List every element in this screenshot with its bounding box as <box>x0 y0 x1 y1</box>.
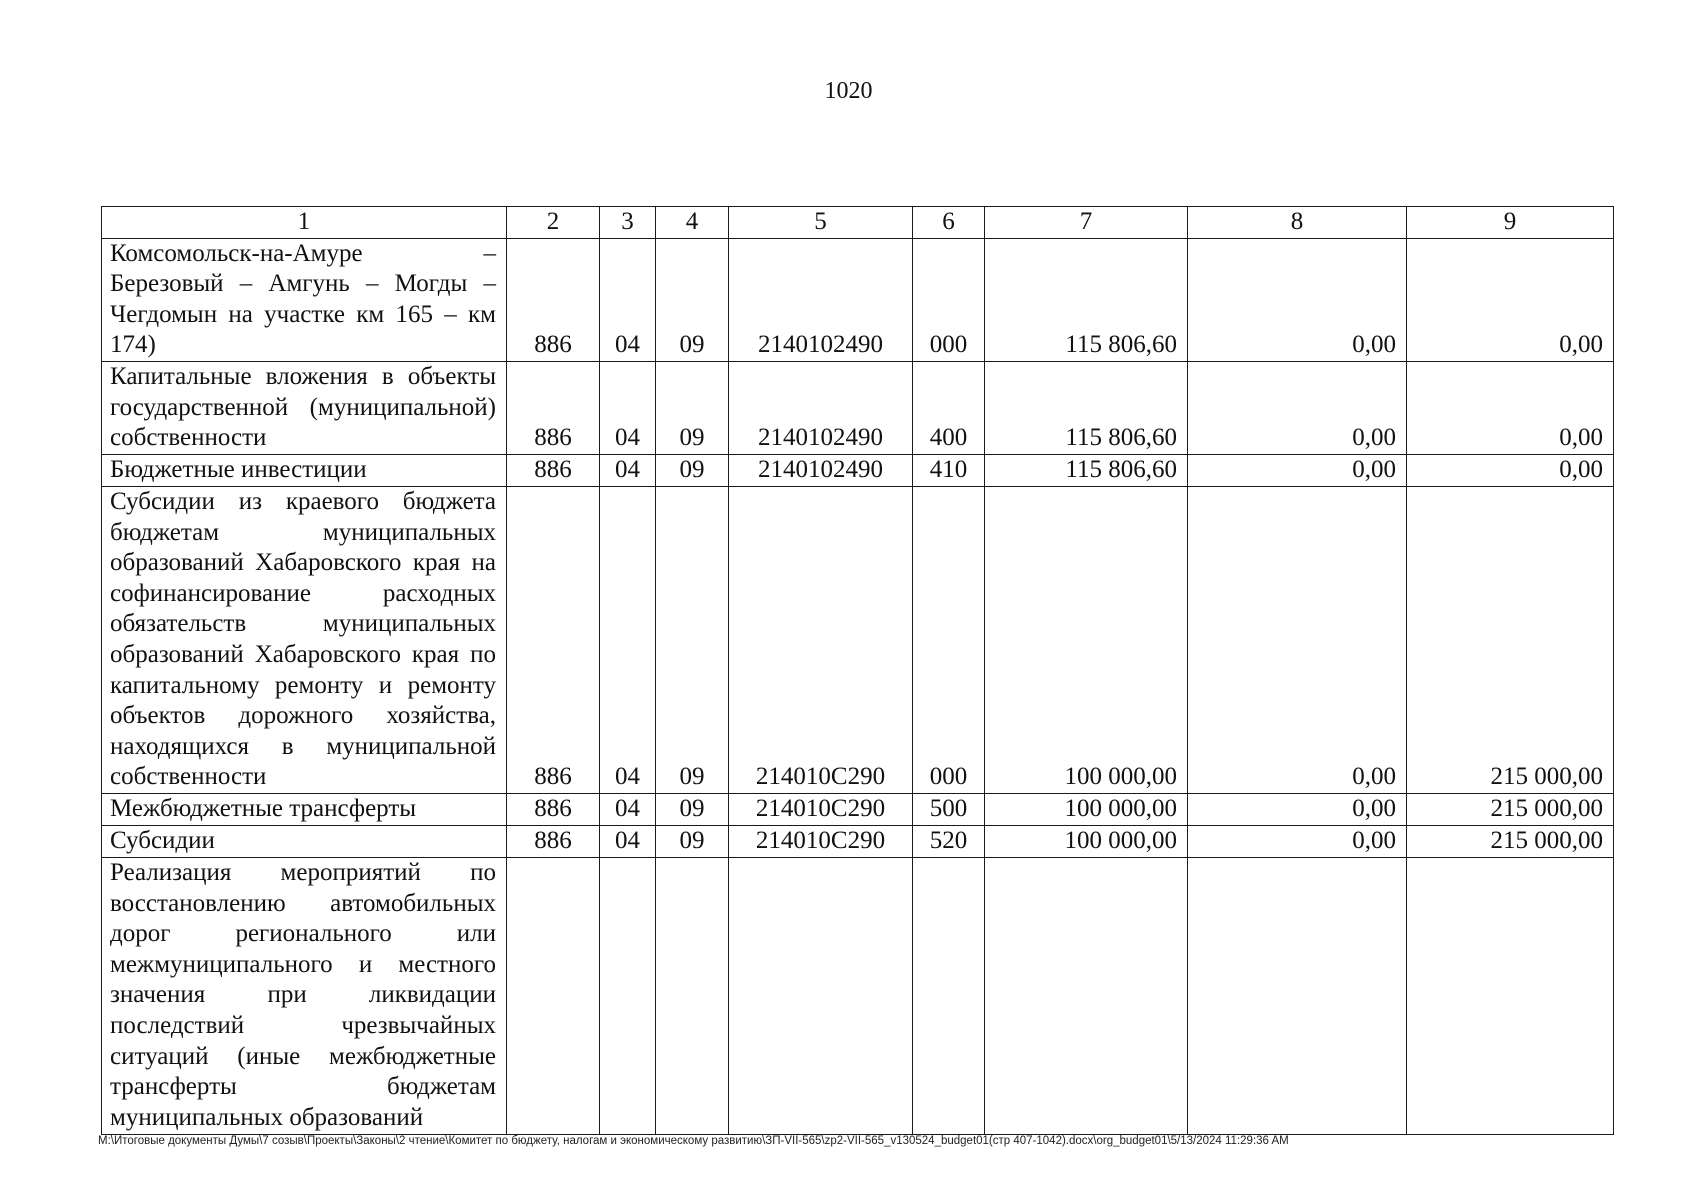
cell-target-article: 214010С290 <box>729 793 913 825</box>
cell-ministry-code <box>507 857 600 1134</box>
cell-amount-col8: 0,00 <box>1188 825 1407 857</box>
row-description: Комсомольск-на-Амуре – Березовый – Амгунь – Могды – Чегдомын на участке км 165 – км 174) <box>102 238 507 361</box>
cell-amount-col8: 0,00 <box>1188 361 1407 454</box>
row-description: Реализация мероприятий по восстановлению автомобильных дорог регионального или межмуниципального и местного значения при ликвидации последствий чрезвычайных ситуаций (иные межбюджетные трансферты бюджетам муниципальных образований <box>102 857 507 1134</box>
cell-subsection: 09 <box>656 825 729 857</box>
cell-amount-col9 <box>1407 857 1614 1134</box>
cell-expense-type: 520 <box>913 825 985 857</box>
column-header-1: 1 <box>102 207 507 239</box>
cell-amount-col8: 0,00 <box>1188 238 1407 361</box>
cell-section: 04 <box>600 238 656 361</box>
cell-expense-type: 410 <box>913 454 985 486</box>
cell-target-article: 2140102490 <box>729 454 913 486</box>
cell-ministry-code: 886 <box>507 486 600 793</box>
cell-section: 04 <box>600 486 656 793</box>
cell-target-article: 214010С290 <box>729 486 913 793</box>
cell-expense-type: 000 <box>913 238 985 361</box>
cell-amount-col8 <box>1188 857 1407 1134</box>
cell-target-article: 2140102490 <box>729 238 913 361</box>
page-number: 1020 <box>824 78 873 104</box>
cell-target-article: 2140102490 <box>729 361 913 454</box>
column-header-5: 5 <box>729 207 913 239</box>
cell-ministry-code: 886 <box>507 454 600 486</box>
cell-amount-col8: 0,00 <box>1188 486 1407 793</box>
row-description: Межбюджетные трансферты <box>102 793 507 825</box>
column-header-7: 7 <box>985 207 1188 239</box>
column-header-6: 6 <box>913 207 985 239</box>
cell-section: 04 <box>600 361 656 454</box>
row-description: Субсидии из краевого бюджета бюджетам муниципальных образований Хабаровского края на софинансирование расходных обязательств муниципальных образований Хабаровского края по капитальному ремонту и ремонту объектов дорожного хозяйства, находящихся в муниципальной собственности <box>102 486 507 793</box>
cell-subsection: 09 <box>656 486 729 793</box>
cell-subsection <box>656 857 729 1134</box>
cell-amount-col7: 100 000,00 <box>985 486 1188 793</box>
column-header-4: 4 <box>656 207 729 239</box>
column-number-header-row <box>102 207 1614 239</box>
cell-ministry-code: 886 <box>507 825 600 857</box>
cell-target-article <box>729 857 913 1134</box>
table-row <box>102 793 1614 825</box>
cell-amount-col7: 100 000,00 <box>985 825 1188 857</box>
cell-amount-col7: 115 806,60 <box>985 454 1188 486</box>
cell-ministry-code: 886 <box>507 238 600 361</box>
table-row <box>102 361 1614 454</box>
table-row <box>102 454 1614 486</box>
cell-amount-col9: 0,00 <box>1407 454 1614 486</box>
cell-section <box>600 857 656 1134</box>
cell-subsection: 09 <box>656 361 729 454</box>
cell-ministry-code: 886 <box>507 793 600 825</box>
column-header-3: 3 <box>600 207 656 239</box>
budget-table <box>101 206 1614 1135</box>
cell-amount-col7: 115 806,60 <box>985 361 1188 454</box>
column-header-8: 8 <box>1188 207 1407 239</box>
cell-section: 04 <box>600 454 656 486</box>
table-row <box>102 486 1614 793</box>
cell-amount-col9: 0,00 <box>1407 238 1614 361</box>
cell-expense-type <box>913 857 985 1134</box>
table-row <box>102 825 1614 857</box>
cell-amount-col8: 0,00 <box>1188 793 1407 825</box>
cell-amount-col7 <box>985 857 1188 1134</box>
row-description: Капитальные вложения в объекты государственной (муниципальной) собственности <box>102 361 507 454</box>
column-header-9: 9 <box>1407 207 1614 239</box>
cell-target-article: 214010С290 <box>729 825 913 857</box>
cell-amount-col9: 215 000,00 <box>1407 825 1614 857</box>
cell-subsection: 09 <box>656 238 729 361</box>
cell-subsection: 09 <box>656 793 729 825</box>
footer-file-path: M:\Итоговые документы Думы\7 созыв\Проекты\Законы\2 чтение\Комитет по бюджету, налогам и экономическому развитию\ЗП-VII-565\zp2-VII-565_v130524_budget01(стр 407-1042).docx\org_budget01\5/13/2024 11:29:36 AM <box>98 1135 1289 1147</box>
cell-amount-col9: 0,00 <box>1407 361 1614 454</box>
cell-amount-col7: 115 806,60 <box>985 238 1188 361</box>
row-description: Субсидии <box>102 825 507 857</box>
cell-subsection: 09 <box>656 454 729 486</box>
cell-expense-type: 500 <box>913 793 985 825</box>
cell-expense-type: 400 <box>913 361 985 454</box>
row-description: Бюджетные инвестиции <box>102 454 507 486</box>
cell-amount-col7: 100 000,00 <box>985 793 1188 825</box>
cell-expense-type: 000 <box>913 486 985 793</box>
cell-ministry-code: 886 <box>507 361 600 454</box>
cell-section: 04 <box>600 825 656 857</box>
cell-amount-col9: 215 000,00 <box>1407 486 1614 793</box>
table-row <box>102 238 1614 361</box>
column-header-2: 2 <box>507 207 600 239</box>
cell-section: 04 <box>600 793 656 825</box>
cell-amount-col9: 215 000,00 <box>1407 793 1614 825</box>
cell-amount-col8: 0,00 <box>1188 454 1407 486</box>
table-row <box>102 857 1614 1134</box>
